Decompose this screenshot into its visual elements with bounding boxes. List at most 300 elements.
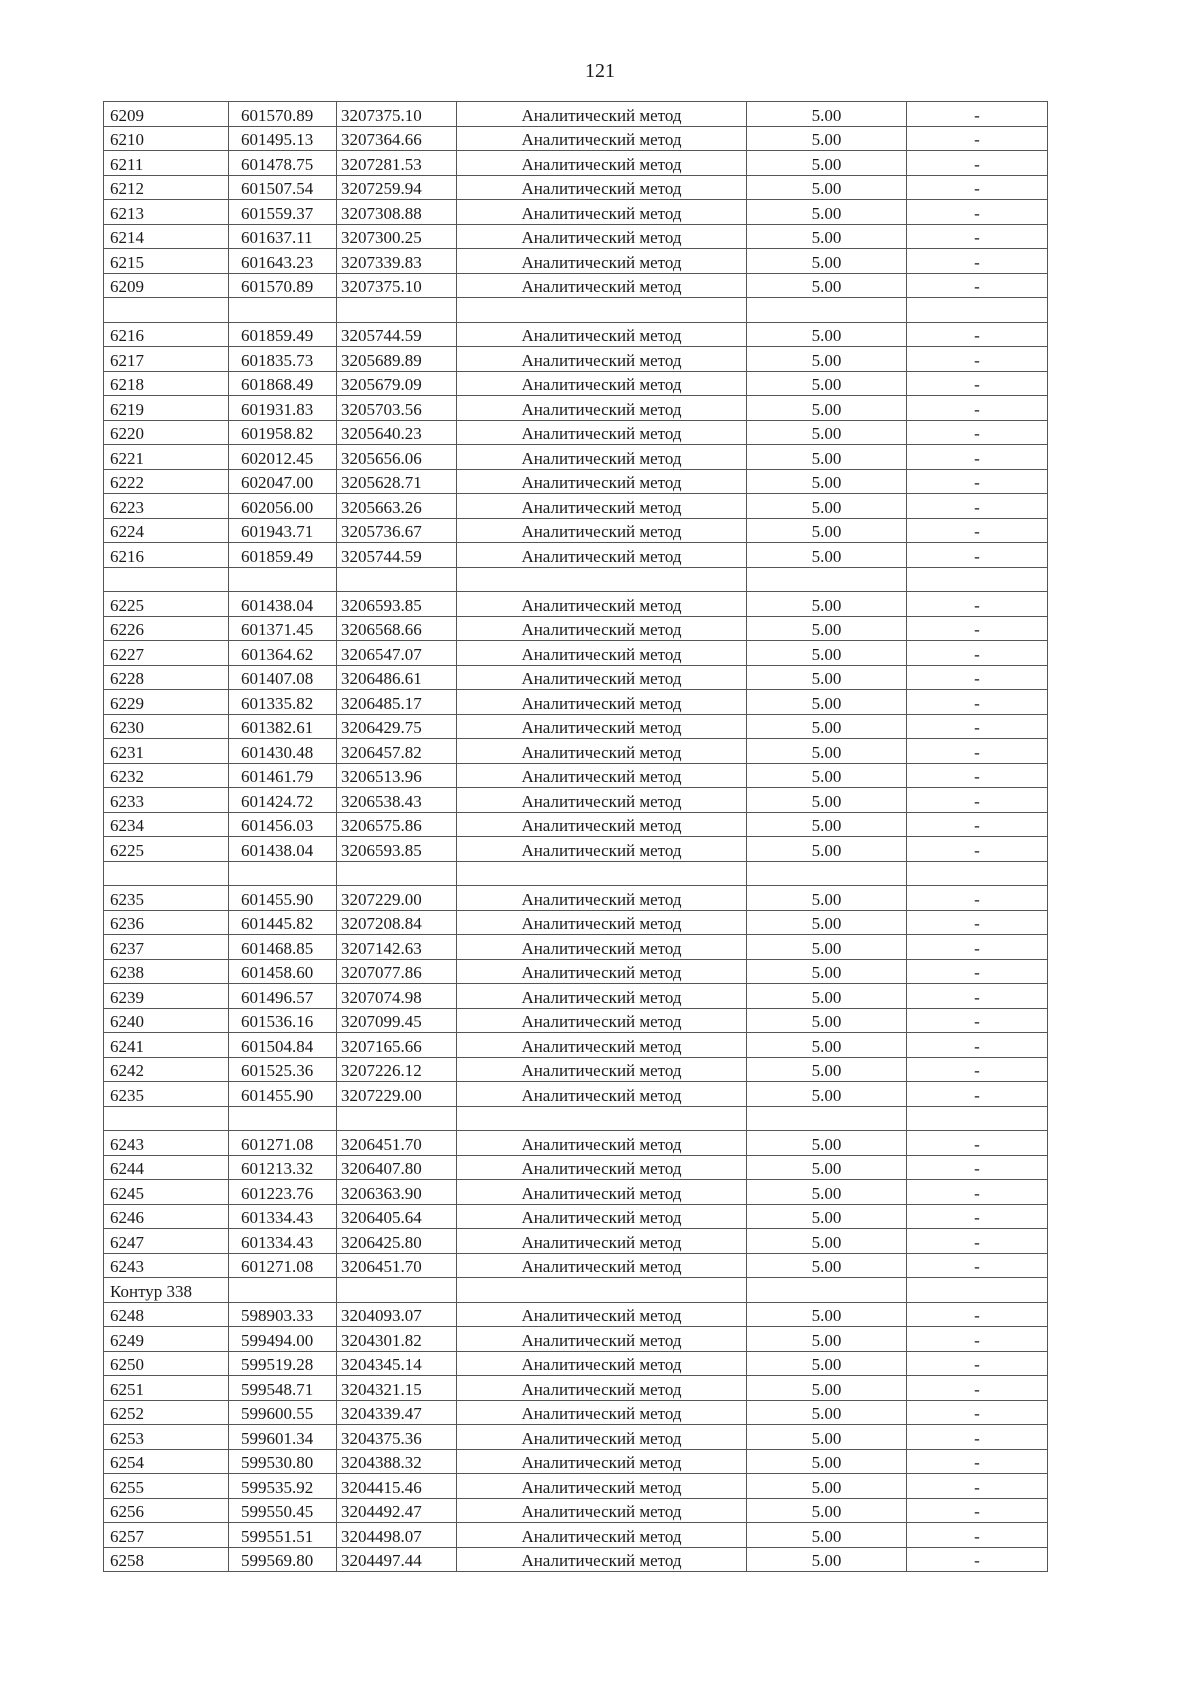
method-cell: Аналитический метод [457, 1204, 747, 1229]
method-cell: Аналитический метод [457, 886, 747, 911]
point-id-cell: 6235 [104, 886, 229, 911]
accuracy-cell: 5.00 [747, 714, 907, 739]
point-id-cell: 6232 [104, 763, 229, 788]
coord-x-cell: 601835.73 [229, 347, 337, 372]
coord-y-cell: 3207226.12 [337, 1057, 457, 1082]
accuracy-cell: 5.00 [747, 886, 907, 911]
empty-cell [747, 1278, 907, 1303]
table-row [104, 445, 1048, 470]
empty-cell [229, 298, 337, 323]
accuracy-cell: 5.00 [747, 1082, 907, 1107]
method-cell: Аналитический метод [457, 1253, 747, 1278]
coord-y-cell: 3206513.96 [337, 763, 457, 788]
note-cell: - [907, 445, 1048, 470]
empty-cell [337, 1106, 457, 1131]
coord-y-cell: 3206457.82 [337, 739, 457, 764]
method-cell: Аналитический метод [457, 1229, 747, 1254]
coord-x-cell: 601455.90 [229, 886, 337, 911]
coordinates-table-body [104, 102, 1048, 1572]
coord-y-cell: 3205679.09 [337, 371, 457, 396]
point-id-cell: 6256 [104, 1498, 229, 1523]
table-row [104, 469, 1048, 494]
coord-y-cell: 3204388.32 [337, 1449, 457, 1474]
method-cell: Аналитический метод [457, 641, 747, 666]
coord-y-cell: 3207165.66 [337, 1033, 457, 1058]
accuracy-cell: 5.00 [747, 249, 907, 274]
coord-y-cell: 3207375.10 [337, 273, 457, 298]
point-id-cell: 6244 [104, 1155, 229, 1180]
note-cell: - [907, 690, 1048, 715]
coord-y-cell: 3206485.17 [337, 690, 457, 715]
table-row [104, 347, 1048, 372]
empty-cell [337, 861, 457, 886]
point-id-cell: 6225 [104, 837, 229, 862]
note-cell: - [907, 1302, 1048, 1327]
accuracy-cell: 5.00 [747, 1057, 907, 1082]
empty-cell [104, 567, 229, 592]
accuracy-cell: 5.00 [747, 518, 907, 543]
note-cell: - [907, 616, 1048, 641]
accuracy-cell: 5.00 [747, 1498, 907, 1523]
point-id-cell: 6249 [104, 1327, 229, 1352]
coord-y-cell: 3206538.43 [337, 788, 457, 813]
table-row [104, 494, 1048, 519]
coord-x-cell: 601931.83 [229, 396, 337, 421]
note-cell: - [907, 1033, 1048, 1058]
method-cell: Аналитический метод [457, 812, 747, 837]
point-id-cell: 6217 [104, 347, 229, 372]
note-cell: - [907, 1425, 1048, 1450]
accuracy-cell: 5.00 [747, 690, 907, 715]
note-cell: - [907, 1131, 1048, 1156]
coord-y-cell: 3205703.56 [337, 396, 457, 421]
coord-x-cell: 601456.03 [229, 812, 337, 837]
accuracy-cell: 5.00 [747, 1033, 907, 1058]
accuracy-cell: 5.00 [747, 1327, 907, 1352]
table-row [104, 1327, 1048, 1352]
coord-y-cell: 3207074.98 [337, 984, 457, 1009]
point-id-cell: 6234 [104, 812, 229, 837]
table-row [104, 1033, 1048, 1058]
coord-x-cell: 601507.54 [229, 175, 337, 200]
method-cell: Аналитический метод [457, 469, 747, 494]
point-id-cell: 6258 [104, 1547, 229, 1572]
point-id-cell: 6216 [104, 322, 229, 347]
accuracy-cell: 5.00 [747, 665, 907, 690]
method-cell: Аналитический метод [457, 1400, 747, 1425]
table-row [104, 616, 1048, 641]
point-id-cell: 6219 [104, 396, 229, 421]
method-cell: Аналитический метод [457, 1155, 747, 1180]
note-cell: - [907, 347, 1048, 372]
method-cell: Аналитический метод [457, 371, 747, 396]
point-id-cell: 6223 [104, 494, 229, 519]
note-cell: - [907, 592, 1048, 617]
empty-cell [747, 861, 907, 886]
point-id-cell: 6252 [104, 1400, 229, 1425]
note-cell: - [907, 788, 1048, 813]
coord-y-cell: 3206363.90 [337, 1180, 457, 1205]
empty-cell [907, 1106, 1048, 1131]
coord-x-cell: 601223.76 [229, 1180, 337, 1205]
table-row [104, 984, 1048, 1009]
method-cell: Аналитический метод [457, 543, 747, 568]
accuracy-cell: 5.00 [747, 151, 907, 176]
method-cell: Аналитический метод [457, 518, 747, 543]
method-cell: Аналитический метод [457, 1327, 747, 1352]
coord-y-cell: 3206593.85 [337, 837, 457, 862]
note-cell: - [907, 494, 1048, 519]
accuracy-cell: 5.00 [747, 102, 907, 127]
coord-x-cell: 601495.13 [229, 126, 337, 151]
accuracy-cell: 5.00 [747, 1253, 907, 1278]
method-cell: Аналитический метод [457, 445, 747, 470]
point-id-cell: 6253 [104, 1425, 229, 1450]
point-id-cell: 6221 [104, 445, 229, 470]
method-cell: Аналитический метод [457, 1057, 747, 1082]
point-id-cell: 6230 [104, 714, 229, 739]
empty-cell [457, 861, 747, 886]
coord-y-cell: 3205736.67 [337, 518, 457, 543]
coord-x-cell: 601335.82 [229, 690, 337, 715]
note-cell: - [907, 1400, 1048, 1425]
accuracy-cell: 5.00 [747, 763, 907, 788]
coord-y-cell: 3207375.10 [337, 102, 457, 127]
point-id-cell: 6254 [104, 1449, 229, 1474]
point-id-cell: 6247 [104, 1229, 229, 1254]
empty-cell [104, 1106, 229, 1131]
table-row [104, 1498, 1048, 1523]
accuracy-cell: 5.00 [747, 1131, 907, 1156]
table-row [104, 935, 1048, 960]
note-cell: - [907, 396, 1048, 421]
table-row [104, 1400, 1048, 1425]
separator-row [104, 567, 1048, 592]
point-id-cell: 6225 [104, 592, 229, 617]
coord-x-cell: 601382.61 [229, 714, 337, 739]
point-id-cell: 6211 [104, 151, 229, 176]
note-cell: - [907, 126, 1048, 151]
coord-x-cell: 601536.16 [229, 1008, 337, 1033]
point-id-cell: 6241 [104, 1033, 229, 1058]
coord-x-cell: 601364.62 [229, 641, 337, 666]
page-number: 121 [585, 60, 615, 82]
point-id-cell: 6229 [104, 690, 229, 715]
method-cell: Аналитический метод [457, 1547, 747, 1572]
point-id-cell: 6250 [104, 1351, 229, 1376]
table-row [104, 1155, 1048, 1180]
accuracy-cell: 5.00 [747, 126, 907, 151]
table-row [104, 396, 1048, 421]
method-cell: Аналитический метод [457, 1082, 747, 1107]
point-id-cell: 6239 [104, 984, 229, 1009]
table-row [104, 126, 1048, 151]
method-cell: Аналитический метод [457, 1523, 747, 1548]
method-cell: Аналитический метод [457, 322, 747, 347]
method-cell: Аналитический метод [457, 739, 747, 764]
accuracy-cell: 5.00 [747, 273, 907, 298]
note-cell: - [907, 543, 1048, 568]
table-row [104, 1474, 1048, 1499]
method-cell: Аналитический метод [457, 1474, 747, 1499]
note-cell: - [907, 249, 1048, 274]
note-cell: - [907, 812, 1048, 837]
empty-cell [229, 567, 337, 592]
table-row [104, 1008, 1048, 1033]
accuracy-cell: 5.00 [747, 1302, 907, 1327]
table-row [104, 788, 1048, 813]
table-row [104, 837, 1048, 862]
table-row [104, 175, 1048, 200]
coord-x-cell: 599551.51 [229, 1523, 337, 1548]
accuracy-cell: 5.00 [747, 1425, 907, 1450]
coord-x-cell: 601334.43 [229, 1229, 337, 1254]
separator-row [104, 1106, 1048, 1131]
method-cell: Аналитический метод [457, 126, 747, 151]
method-cell: Аналитический метод [457, 1302, 747, 1327]
coord-y-cell: 3204375.36 [337, 1425, 457, 1450]
coord-x-cell: 601859.49 [229, 322, 337, 347]
coord-x-cell: 599550.45 [229, 1498, 337, 1523]
coord-x-cell: 601958.82 [229, 420, 337, 445]
table-row [104, 1302, 1048, 1327]
method-cell: Аналитический метод [457, 592, 747, 617]
coord-y-cell: 3206547.07 [337, 641, 457, 666]
method-cell: Аналитический метод [457, 763, 747, 788]
note-cell: - [907, 1449, 1048, 1474]
accuracy-cell: 5.00 [747, 616, 907, 641]
coord-y-cell: 3207281.53 [337, 151, 457, 176]
note-cell: - [907, 273, 1048, 298]
note-cell: - [907, 1204, 1048, 1229]
coord-y-cell: 3206451.70 [337, 1253, 457, 1278]
point-id-cell: 6236 [104, 910, 229, 935]
coord-y-cell: 3204492.47 [337, 1498, 457, 1523]
coord-x-cell: 599519.28 [229, 1351, 337, 1376]
empty-cell [457, 298, 747, 323]
coord-y-cell: 3206451.70 [337, 1131, 457, 1156]
accuracy-cell: 5.00 [747, 984, 907, 1009]
note-cell: - [907, 322, 1048, 347]
coord-y-cell: 3204301.82 [337, 1327, 457, 1352]
coord-y-cell: 3206429.75 [337, 714, 457, 739]
method-cell: Аналитический метод [457, 788, 747, 813]
method-cell: Аналитический метод [457, 1449, 747, 1474]
table-row [104, 812, 1048, 837]
point-id-cell: 6209 [104, 102, 229, 127]
coord-x-cell: 599535.92 [229, 1474, 337, 1499]
point-id-cell: 6226 [104, 616, 229, 641]
point-id-cell: 6220 [104, 420, 229, 445]
accuracy-cell: 5.00 [747, 347, 907, 372]
point-id-cell: 6248 [104, 1302, 229, 1327]
point-id-cell: 6235 [104, 1082, 229, 1107]
coord-x-cell: 599600.55 [229, 1400, 337, 1425]
coord-x-cell: 601271.08 [229, 1131, 337, 1156]
note-cell: - [907, 1327, 1048, 1352]
empty-cell [337, 298, 457, 323]
note-cell: - [907, 1008, 1048, 1033]
point-id-cell: 6233 [104, 788, 229, 813]
table-row [104, 959, 1048, 984]
point-id-cell: 6210 [104, 126, 229, 151]
method-cell: Аналитический метод [457, 910, 747, 935]
note-cell: - [907, 959, 1048, 984]
point-id-cell: 6255 [104, 1474, 229, 1499]
point-id-cell: 6257 [104, 1523, 229, 1548]
coord-y-cell: 3207229.00 [337, 1082, 457, 1107]
coord-x-cell: 601461.79 [229, 763, 337, 788]
coord-y-cell: 3205689.89 [337, 347, 457, 372]
note-cell: - [907, 469, 1048, 494]
table-row [104, 1082, 1048, 1107]
method-cell: Аналитический метод [457, 102, 747, 127]
empty-cell [229, 861, 337, 886]
method-cell: Аналитический метод [457, 714, 747, 739]
note-cell: - [907, 1057, 1048, 1082]
accuracy-cell: 5.00 [747, 1547, 907, 1572]
contour-header-row [104, 1278, 1048, 1303]
point-id-cell: 6243 [104, 1131, 229, 1156]
method-cell: Аналитический метод [457, 665, 747, 690]
method-cell: Аналитический метод [457, 175, 747, 200]
method-cell: Аналитический метод [457, 494, 747, 519]
coord-x-cell: 601637.11 [229, 224, 337, 249]
note-cell: - [907, 420, 1048, 445]
coord-x-cell: 601430.48 [229, 739, 337, 764]
coord-x-cell: 601371.45 [229, 616, 337, 641]
note-cell: - [907, 763, 1048, 788]
note-cell: - [907, 1351, 1048, 1376]
coord-y-cell: 3205628.71 [337, 469, 457, 494]
empty-cell [907, 861, 1048, 886]
coord-y-cell: 3205744.59 [337, 322, 457, 347]
table-row [104, 690, 1048, 715]
note-cell: - [907, 1547, 1048, 1572]
coord-x-cell: 601496.57 [229, 984, 337, 1009]
coord-y-cell: 3205744.59 [337, 543, 457, 568]
note-cell: - [907, 224, 1048, 249]
accuracy-cell: 5.00 [747, 739, 907, 764]
note-cell: - [907, 1155, 1048, 1180]
method-cell: Аналитический метод [457, 396, 747, 421]
note-cell: - [907, 102, 1048, 127]
coordinates-table [103, 101, 1048, 1572]
note-cell: - [907, 1229, 1048, 1254]
table-row [104, 200, 1048, 225]
method-cell: Аналитический метод [457, 151, 747, 176]
empty-cell [229, 1278, 337, 1303]
coord-y-cell: 3207229.00 [337, 886, 457, 911]
accuracy-cell: 5.00 [747, 445, 907, 470]
accuracy-cell: 5.00 [747, 592, 907, 617]
point-id-cell: 6215 [104, 249, 229, 274]
table-row [104, 1057, 1048, 1082]
coord-x-cell: 601445.82 [229, 910, 337, 935]
coord-y-cell: 3204497.44 [337, 1547, 457, 1572]
coord-y-cell: 3204093.07 [337, 1302, 457, 1327]
coord-x-cell: 599494.00 [229, 1327, 337, 1352]
accuracy-cell: 5.00 [747, 1351, 907, 1376]
coord-y-cell: 3207339.83 [337, 249, 457, 274]
coord-x-cell: 601271.08 [229, 1253, 337, 1278]
accuracy-cell: 5.00 [747, 1523, 907, 1548]
coord-x-cell: 601407.08 [229, 665, 337, 690]
point-id-cell: 6228 [104, 665, 229, 690]
coord-y-cell: 3206486.61 [337, 665, 457, 690]
coord-y-cell: 3207308.88 [337, 200, 457, 225]
accuracy-cell: 5.00 [747, 494, 907, 519]
accuracy-cell: 5.00 [747, 543, 907, 568]
empty-cell [229, 1106, 337, 1131]
method-cell: Аналитический метод [457, 1376, 747, 1401]
note-cell: - [907, 200, 1048, 225]
coord-x-cell: 602047.00 [229, 469, 337, 494]
point-id-cell: 6240 [104, 1008, 229, 1033]
separator-row [104, 298, 1048, 323]
note-cell: - [907, 886, 1048, 911]
accuracy-cell: 5.00 [747, 641, 907, 666]
method-cell: Аналитический метод [457, 1425, 747, 1450]
note-cell: - [907, 1523, 1048, 1548]
point-id-cell: 6224 [104, 518, 229, 543]
table-row [104, 1449, 1048, 1474]
coord-x-cell: 602056.00 [229, 494, 337, 519]
accuracy-cell: 5.00 [747, 812, 907, 837]
accuracy-cell: 5.00 [747, 1400, 907, 1425]
method-cell: Аналитический метод [457, 420, 747, 445]
method-cell: Аналитический метод [457, 249, 747, 274]
method-cell: Аналитический метод [457, 347, 747, 372]
table-row [104, 151, 1048, 176]
note-cell: - [907, 151, 1048, 176]
coord-x-cell: 601424.72 [229, 788, 337, 813]
coord-x-cell: 601570.89 [229, 102, 337, 127]
method-cell: Аналитический метод [457, 224, 747, 249]
coord-x-cell: 599530.80 [229, 1449, 337, 1474]
note-cell: - [907, 1498, 1048, 1523]
table-row [104, 224, 1048, 249]
accuracy-cell: 5.00 [747, 371, 907, 396]
accuracy-cell: 5.00 [747, 420, 907, 445]
accuracy-cell: 5.00 [747, 1474, 907, 1499]
empty-cell [457, 567, 747, 592]
coord-x-cell: 601525.36 [229, 1057, 337, 1082]
coord-x-cell: 601438.04 [229, 592, 337, 617]
coord-y-cell: 3207077.86 [337, 959, 457, 984]
coord-y-cell: 3204345.14 [337, 1351, 457, 1376]
table-row [104, 273, 1048, 298]
coord-x-cell: 599601.34 [229, 1425, 337, 1450]
coord-y-cell: 3206425.80 [337, 1229, 457, 1254]
table-row [104, 1204, 1048, 1229]
table-row [104, 763, 1048, 788]
coord-y-cell: 3204339.47 [337, 1400, 457, 1425]
note-cell: - [907, 518, 1048, 543]
point-id-cell: 6242 [104, 1057, 229, 1082]
accuracy-cell: 5.00 [747, 959, 907, 984]
point-id-cell: 6212 [104, 175, 229, 200]
point-id-cell: 6237 [104, 935, 229, 960]
coord-x-cell: 601468.85 [229, 935, 337, 960]
accuracy-cell: 5.00 [747, 1008, 907, 1033]
coord-y-cell: 3205663.26 [337, 494, 457, 519]
note-cell: - [907, 910, 1048, 935]
note-cell: - [907, 641, 1048, 666]
table-row [104, 1547, 1048, 1572]
coord-y-cell: 3206568.66 [337, 616, 457, 641]
method-cell: Аналитический метод [457, 959, 747, 984]
